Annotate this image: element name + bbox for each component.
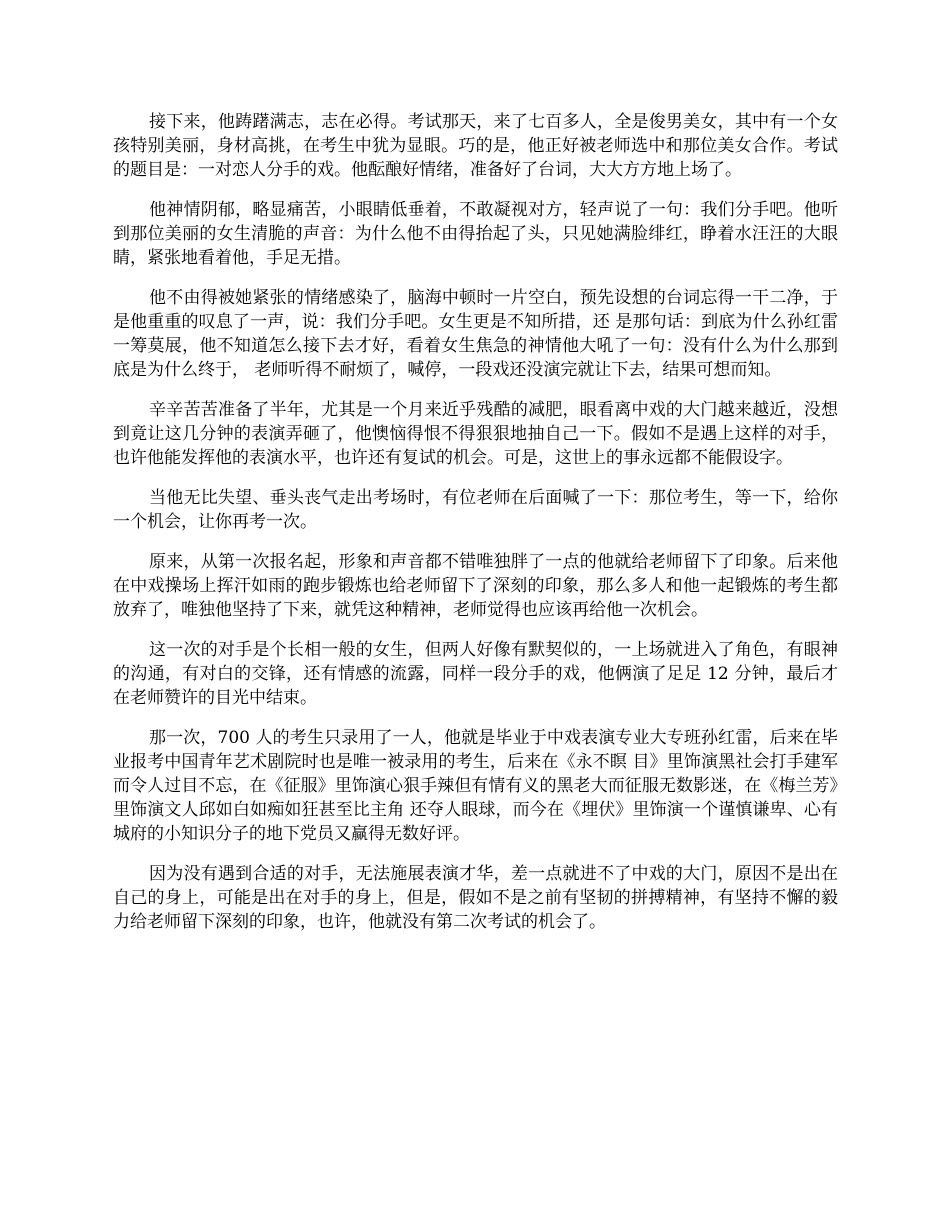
paragraph-9: 因为没有遇到合适的对手，无法施展表演才华，差一点就进不了中戏的大门，原因不是出在自己的身上，可能是出在对手的身上，但是，假如不是之前有坚韧的拼搏精神，有坚持不懈的毅力给老师留下深刻的印象，也许，他就没有第二次考试的机会了。	[113, 864, 838, 932]
paragraph-2: 他神情阴郁，略显痛苦，小眼睛低垂着，不敢凝视对方，轻声说了一句：我们分手吧。他听到那位美丽的女生清脆的声音：为什么他不由得抬起了头，只见她满脸绯红，睁着水汪汪的大眼睛，紧张地看着他，手足无措。	[113, 200, 838, 268]
paragraph-3: 他不由得被她紧张的情绪感染了，脑海中顿时一片空白，预先设想的台词忘得一干二净，于是他重重的叹息了一声，说：我们分手吧。女生更是不知所措，还 是那句话：到底为什么孙红雷一筹莫展，他不知道怎么接下去才好，看着女生焦急的神情他大吼了一句：没有什么为什么那到底是为什么终于， 老师听得不耐烦了，喊停，一段戏还没演完就让下去，结果可想而知。	[113, 288, 838, 380]
paragraph-5: 当他无比失望、垂头丧气走出考场时，有位老师在后面喊了一下：那位考生，等一下，给你一个机会，让你再考一次。	[113, 488, 838, 532]
paragraph-8: 那一次，700 人的考生只录用了一人，他就是毕业于中戏表演专业大专班孙红雷，后来在毕业报考中国青年艺术剧院时也是唯一被录用的考生，后来在《永不瞑 目》里饰演黑社会打手建军而令人过目不忘，在《征服》里饰演心狠手辣但有情有义的黑老大而征服无数影迷，在《梅兰芳》里饰演文人邱如白如痴如狂甚至比主角 还夺人眼球，而今在《埋伏》里饰演一个谨慎谦卑、心有城府的小知识分子的地下党员又赢得无数好评。	[113, 728, 838, 844]
paragraph-1: 接下来，他踌躇满志，志在必得。考试那天，来了七百多人，全是俊男美女，其中有一个女孩特别美丽，身材高挑，在考生中犹为显眼。巧的是，他正好被老师选中和那位美女合作。考试的题目是：一对恋人分手的戏。他酝酿好情绪，准备好了台词，大大方方地上场了。	[113, 112, 838, 180]
paragraph-4: 辛辛苦苦准备了半年，尤其是一个月来近乎残酷的减肥，眼看离中戏的大门越来越近，没想到竟让这几分钟的表演弄砸了，他懊恼得恨不得狠狠地抽自己一下。假如不是遇上这样的对手，也许他能发挥他的表演水平，也许还有复试的机会。可是，这世上的事永远都不能假设字。	[113, 400, 838, 468]
document-body	[113, 110, 838, 950]
paragraph-6: 原来，从第一次报名起，形象和声音都不错唯独胖了一点的他就给老师留下了印象。后来他在中戏操场上挥汗如雨的跑步锻炼也给老师留下了深刻的印象，那么多人和他一起锻炼的考生都放弃了，唯独他坚持了下来，就凭这种精神，老师觉得也应该再给他一次机会。	[113, 552, 838, 620]
paragraph-7: 这一次的对手是个长相一般的女生，但两人好像有默契似的，一上场就进入了角色，有眼神的沟通，有对白的交锋，还有情感的流露，同样一段分手的戏，他俩演了足足 12 分钟，最后才在老师赞许的目光中结束。	[113, 640, 838, 708]
